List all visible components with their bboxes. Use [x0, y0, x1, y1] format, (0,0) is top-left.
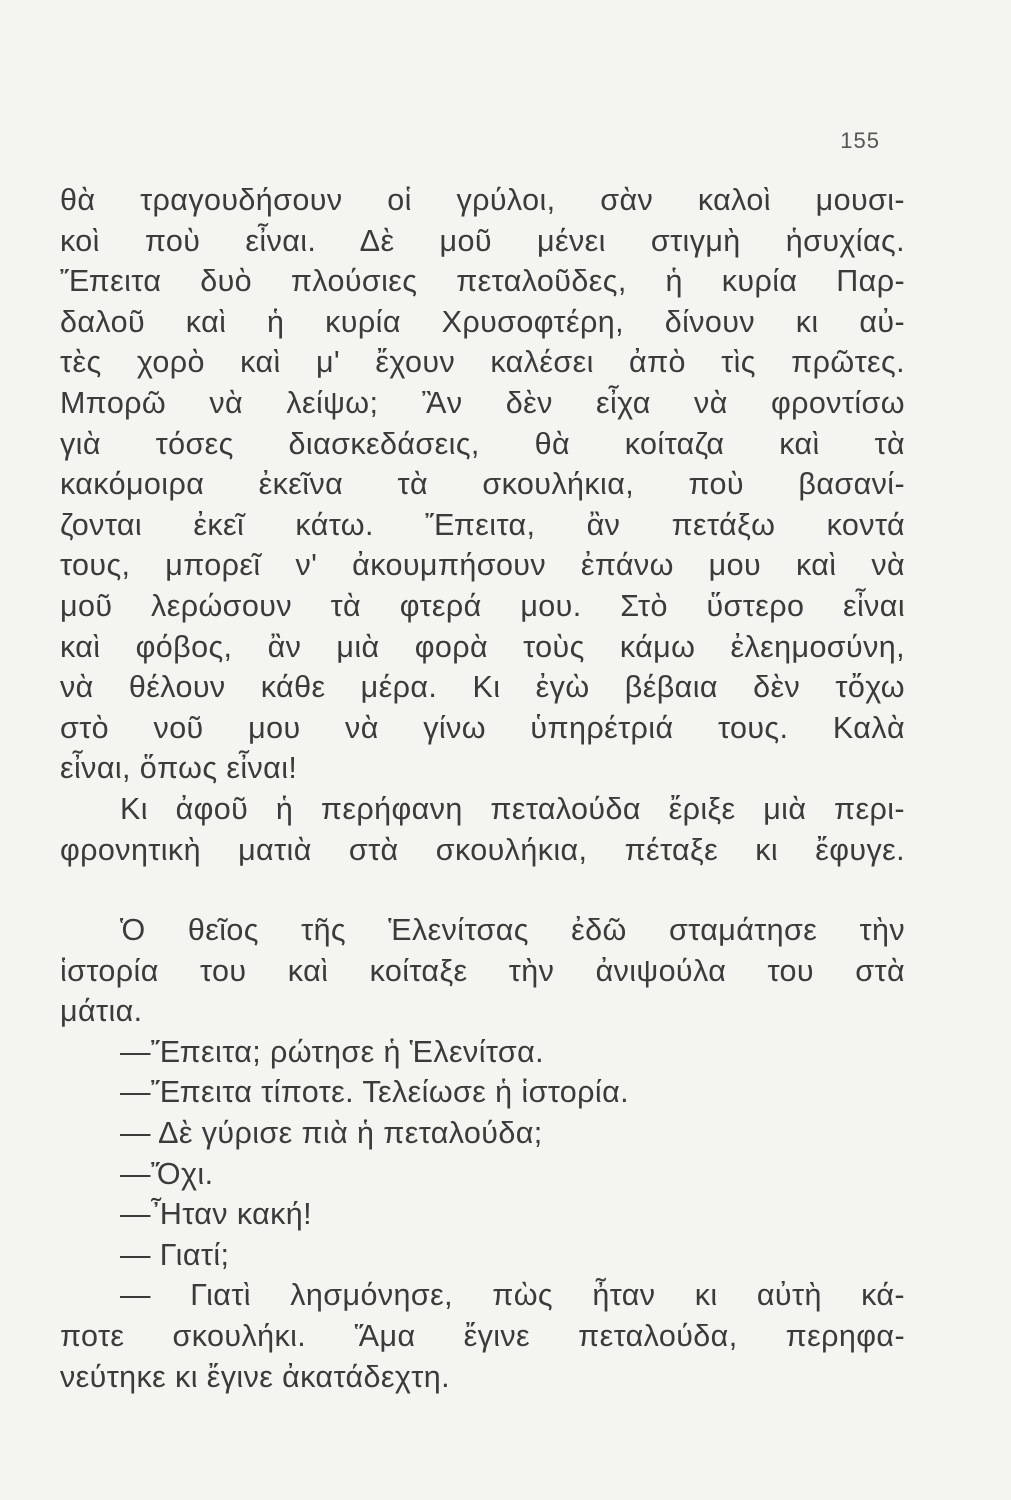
text-line: κοὶ ποὺ εἶναι. Δὲ μοῦ μένει στιγμὴ ἡσυχίας. [60, 223, 905, 258]
text-line: Ἔπειτα δυὸ πλούσιες πεταλοῦδες, ἡ κυρία Παρ- [60, 264, 905, 299]
text-line: ἱστορία του καὶ κοίταξε τὴν ἀνιψούλα του στὰ [60, 953, 905, 988]
dialogue-line: — Γιατί; [120, 1237, 230, 1272]
text-line: εἶναι, ὅπως εἶναι! [60, 751, 298, 786]
text-line: φρονητικὴ ματιὰ στὰ σκουλήκια, πέταξε κι ἔφυγε. [60, 832, 905, 867]
text-line: στὸ νοῦ μου νὰ γίνω ὑπηρέτριά τους. Καλὰ [60, 710, 905, 745]
text-line: μάτια. [60, 994, 143, 1029]
text-line: θὰ τραγουδήσουν οἱ γρύλοι, σὰν καλοὶ μουσι- [60, 183, 905, 217]
text-line: κακόμοιρα ἐκεῖνα τὰ σκουλήκια, ποὺ βασανί- [60, 467, 905, 502]
text-line: ζονται ἐκεῖ κάτω. Ἔπειτα, ἂν πετάξω κοντά [60, 507, 905, 542]
dialogue-line: —Ἔπειτα; ρώτησε ἡ Ἑλενίτσα. [120, 1034, 545, 1069]
text-line: Ὁ θεῖος τῆς Ἑλενίτσας ἐδῶ σταμάτησε τὴν [120, 913, 905, 948]
text-line: δαλοῦ καὶ ἡ κυρία Χρυσοφτέρη, δίνουν κι αὐ- [60, 304, 905, 339]
page-number: 155 [840, 128, 880, 153]
text-line: τους, μπορεῖ ν' ἀκουμπήσουν ἐπάνω μου καὶ νὰ [60, 548, 905, 583]
dialogue-line: —Ὄχι. [120, 1156, 214, 1191]
text-line: νὰ θέλουν κάθε μέρα. Κι ἐγὼ βέβαια δὲν τὄχω [60, 670, 905, 705]
text-line: μοῦ λερώσουν τὰ φτερά μου. Στὸ ὕστερο εἶναι [60, 588, 905, 623]
text-line: νεύτηκε κι ἔγινε ἀκατάδεχτη. [60, 1359, 450, 1394]
text-line: — Γιατὶ λησμόνησε, πὼς ἦταν κι αὐτὴ κά- [120, 1278, 905, 1313]
dialogue-line: —Ἔπειτα τίποτε. Τελείωσε ἡ ἱστορία. [120, 1075, 629, 1110]
text-line: γιὰ τόσες διασκεδάσεις, θὰ κοίταζα καὶ τὰ [60, 426, 905, 461]
text-line: Μπορῶ νὰ λείψω; Ἂν δὲν εἶχα νὰ φροντίσω [60, 385, 905, 420]
text-line: τὲς χορὸ καὶ μ' ἔχουν καλέσει ἀπὸ τὶς πρῶτες. [60, 345, 905, 380]
section-break [60, 870, 905, 910]
text-line: καὶ φόβος, ἂν μιὰ φορὰ τοὺς κάμω ἐλεημοσύνη, [60, 629, 905, 664]
text-line: ποτε σκουλήκι. Ἅμα ἔγινε πεταλούδα, περηφα- [60, 1319, 905, 1354]
dialogue-line: —Ἦταν κακή! [120, 1197, 313, 1232]
dialogue-line: — Δὲ γύρισε πιὰ ἡ πεταλούδα; [120, 1116, 543, 1151]
page-text [60, 180, 905, 1397]
text-line: Κι ἀφοῦ ἡ περήφανη πεταλούδα ἔριξε μιὰ περι- [120, 791, 905, 826]
